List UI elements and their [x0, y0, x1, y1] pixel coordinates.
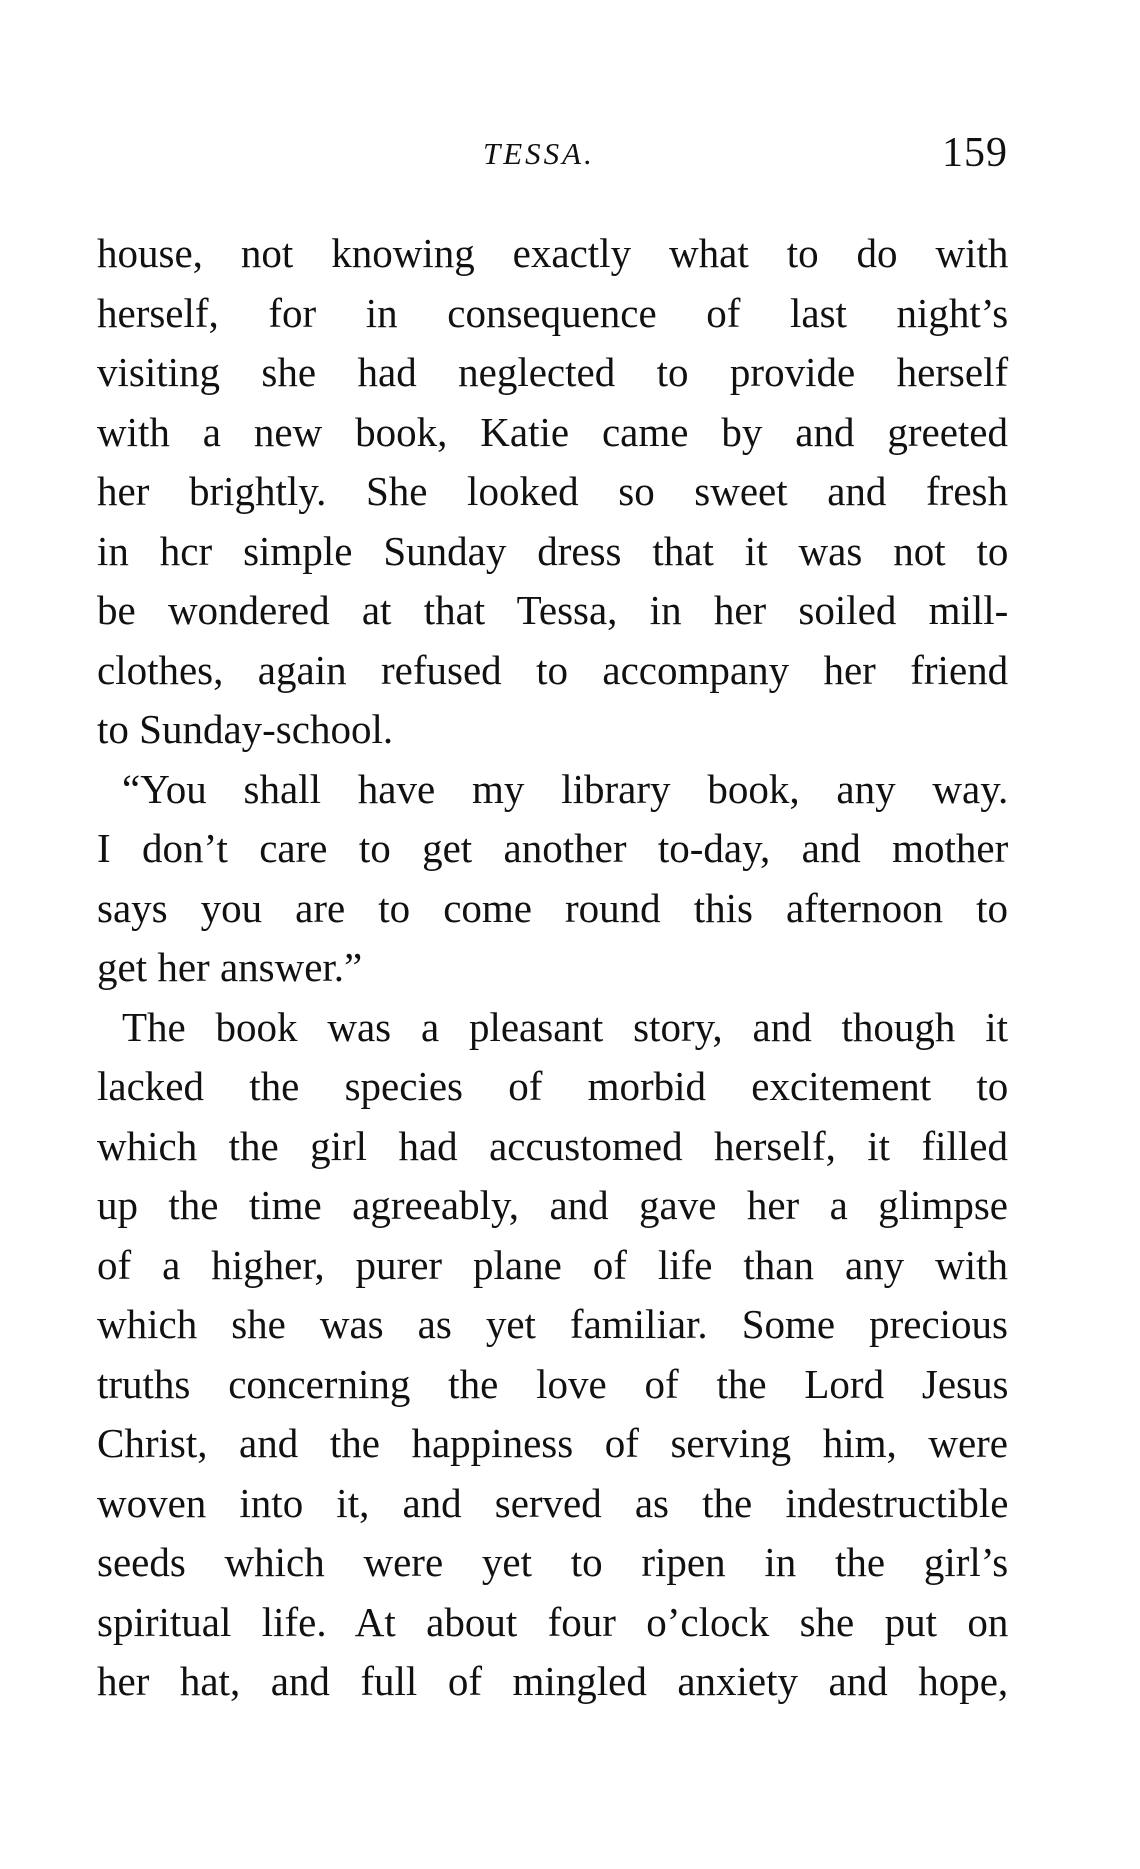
text-line: truths concerning the love of the Lord Jesus — [97, 1360, 1009, 1407]
text-line: up the time agreeably, and gave her a glimpse — [97, 1182, 1008, 1228]
text-line: says you are to come round this afternoon to — [97, 884, 1008, 931]
text-line: woven into it, and served as the indestructible — [97, 1479, 1009, 1526]
text-line: lacked the species of morbid excitement to — [97, 1063, 1009, 1109]
text-line: in hcr simple Sunday dress that it was not to — [97, 527, 1009, 574]
text-line: get her answer.” — [97, 944, 363, 990]
text-line: seeds which were yet to ripen in the girl’s — [97, 1539, 1009, 1585]
text-line: her brightly. She looked so sweet and fresh — [97, 468, 1008, 514]
running-head-title: TESSA. — [483, 136, 595, 171]
text-line: visiting she had neglected to provide herself — [97, 349, 1009, 395]
text-line: house, not knowing exactly what to do with — [97, 230, 1009, 276]
text-line: with a new book, Katie came by and greeted — [97, 408, 1008, 455]
text-line: herself, for in consequence of last night’s — [97, 289, 1009, 336]
text-line: to Sunday-school. — [97, 706, 394, 752]
text-line: The book was a pleasant story, and though it — [122, 1003, 1008, 1050]
text-line: her hat, and full of mingled anxiety and hope, — [97, 1658, 1009, 1704]
text-line: Christ, and the happiness of serving him, were — [97, 1420, 1008, 1466]
text-line: which the girl had accustomed herself, it filled — [97, 1122, 1008, 1169]
text-line: I don’t care to get another to-day, and mother — [97, 825, 1009, 871]
text-line: clothes, again refused to accompany her friend — [97, 646, 1009, 693]
page-number: 159 — [942, 130, 1008, 176]
text-line: “You shall have my library book, any way. — [122, 765, 1009, 812]
text-line: spiritual life. At about four o’clock she put on — [97, 1598, 1009, 1645]
text-line: be wondered at that Tessa, in her soiled mill- — [97, 587, 1009, 633]
text-line: which she was as yet familiar. Some precious — [97, 1301, 1008, 1347]
running-head — [97, 128, 1008, 178]
text-line: of a higher, purer plane of life than any with — [97, 1241, 1008, 1288]
body-text — [97, 224, 1008, 1712]
